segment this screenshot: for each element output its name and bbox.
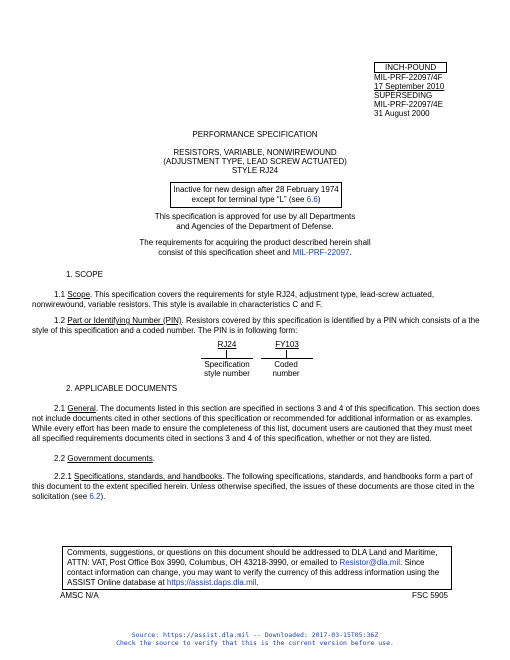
requirements-line-2-suffix: . [349,248,352,257]
para-end: ). [100,492,106,501]
doc-header [374,62,447,118]
pin-style-connector [226,350,227,358]
inch-pound-label: INCH-POUND [385,63,437,72]
inactive-line-2-suffix: ) [317,195,321,204]
para-text: . This specification covers the requirements for style RJ24, adjustment type, lead-screw actuated, nonwirewound, variable resistors. This style is available in characteristics C and F. [32,290,435,309]
applicable-paragraph-2-2 [32,454,480,464]
para-title: Specifications, standards, and handbooks [74,472,223,481]
pin-diagram [195,340,325,380]
section-6-6-link[interactable]: 6.6 [306,195,318,204]
verify-line: Check the source to verify that this is the current version before use. [116,639,394,647]
superseding-label: SUPERSEDING [374,91,433,100]
old-doc-id: MIL-PRF-22097/4E [374,100,443,109]
para-text: . Resistors covered by this specification is identified by a PIN which consists of a the style of this specification and a coded number. The PIN is in following form: [32,316,480,335]
para-number: 1.2 [54,316,68,325]
applicable-paragraph-2-2-1 [32,472,480,502]
doc-id: MIL-PRF-22097/4F [374,73,443,82]
pin-coded-connector [286,350,287,358]
fsc-label: FSC 5905 [411,591,448,600]
comments-text-1: Comments, suggestions, or questions on this document should be addressed to DLA Land and Maritime, ATTN: VAT, Post Office Box 3990, Columbus, OH 43218-3990, or emailed to [67,548,438,567]
para-title: Part or Identifying Number (PIN) [67,316,182,325]
title-line-3: STYLE RJ24 [231,166,279,175]
para-number: 2.1 [54,404,68,413]
comments-text-3: . [256,578,259,587]
mil-prf-22097-link[interactable]: MIL-PRF-22097 [292,248,350,257]
pin-style-code: RJ24 [217,340,237,349]
approval-line-2: and Agencies of the Department of Defense. [176,222,334,231]
pin-style-label-1: Specification [204,360,250,369]
section-6-2-link[interactable]: 6.2 [89,492,101,501]
requirements-statement [0,238,510,258]
old-doc-date: 31 August 2000 [374,109,430,118]
requirements-line-1: The requirements for acquiring the product described herein shall [139,238,371,247]
para-title: Government documents [67,454,153,463]
comments-box [62,546,452,590]
scope-paragraph-1-1 [32,290,480,310]
comments-text-2: . Since contact information can change, you may want to verify the currency of this address information using the ASSIST Online database at [67,558,440,587]
doc-date: 17 September 2010 [374,82,445,91]
amsc-label: AMSC N/A [60,591,99,600]
pin-style-rule [201,358,253,359]
inch-pound-box [374,62,447,73]
para-text: . The following specifications, standards, and handbooks form a part of this document to the extent specified herein. Unless otherwise specified, the issues of these documents are those cited in the solicitation (see [32,472,475,501]
approval-line-1: This specification is approved for use by all Departments [154,212,356,221]
resistor-email-link[interactable]: Resistor@dla.mil [339,558,401,567]
para-number: 2.2 [54,454,68,463]
scope-paragraph-1-2 [32,316,480,336]
requirements-line-2 [0,248,510,258]
source-line: Source: https://assist.dla.mil -- Downloaded: 2017-03-15T05:36Z [131,631,379,639]
spec-type-title: PERFORMANCE SPECIFICATION [192,130,318,139]
pin-coded-label-2: number [272,369,300,378]
approval-statement [0,212,510,232]
inactive-notice [170,182,342,208]
spec-title [0,148,510,175]
inactive-line-2-prefix: except for terminal type “L” (see [191,195,307,204]
download-source [0,631,510,647]
pin-coded-rule [261,358,313,359]
inactive-line-1: Inactive for new design after 28 February 1974 [173,185,339,194]
inactive-line-2 [171,195,341,205]
para-number: 2.2.1 [54,472,75,481]
para-text: . [152,454,155,463]
title-line-2: (ADJUSTMENT TYPE, LEAD SCREW ACTUATED) [163,157,347,166]
title-line-1: RESISTORS, VARIABLE, NONWIREWOUND [173,148,337,157]
applicable-paragraph-2-1 [32,404,480,444]
pin-coded-label-1: Coded [274,360,298,369]
requirements-line-2-prefix: consist of this specification sheet and [158,248,293,257]
pin-style-label-2: style number [204,369,250,378]
para-text: . The documents listed in this section are specified in sections 3 and 4 of this specification. This section does not include documents cited in other sections of this specification or recommended for additional information or as examples. While every effort has been made to ensure the completeness of this list, document users are cautioned that they must meet all specified requirements documents cited in sections 3 and 4 of this specification, whether or not they are listed. [32,404,480,443]
scope-heading: 1. SCOPE [66,270,103,279]
assist-url-link[interactable]: https://assist.daps.dla.mil [166,578,257,587]
applicable-heading: 2. APPLICABLE DOCUMENTS [66,384,178,393]
pin-coded-label [253,360,319,378]
para-title: Scope [67,290,91,299]
para-number: 1.1 [54,290,68,299]
para-title: General [67,404,96,413]
pin-coded-code: FY103 [275,340,299,349]
